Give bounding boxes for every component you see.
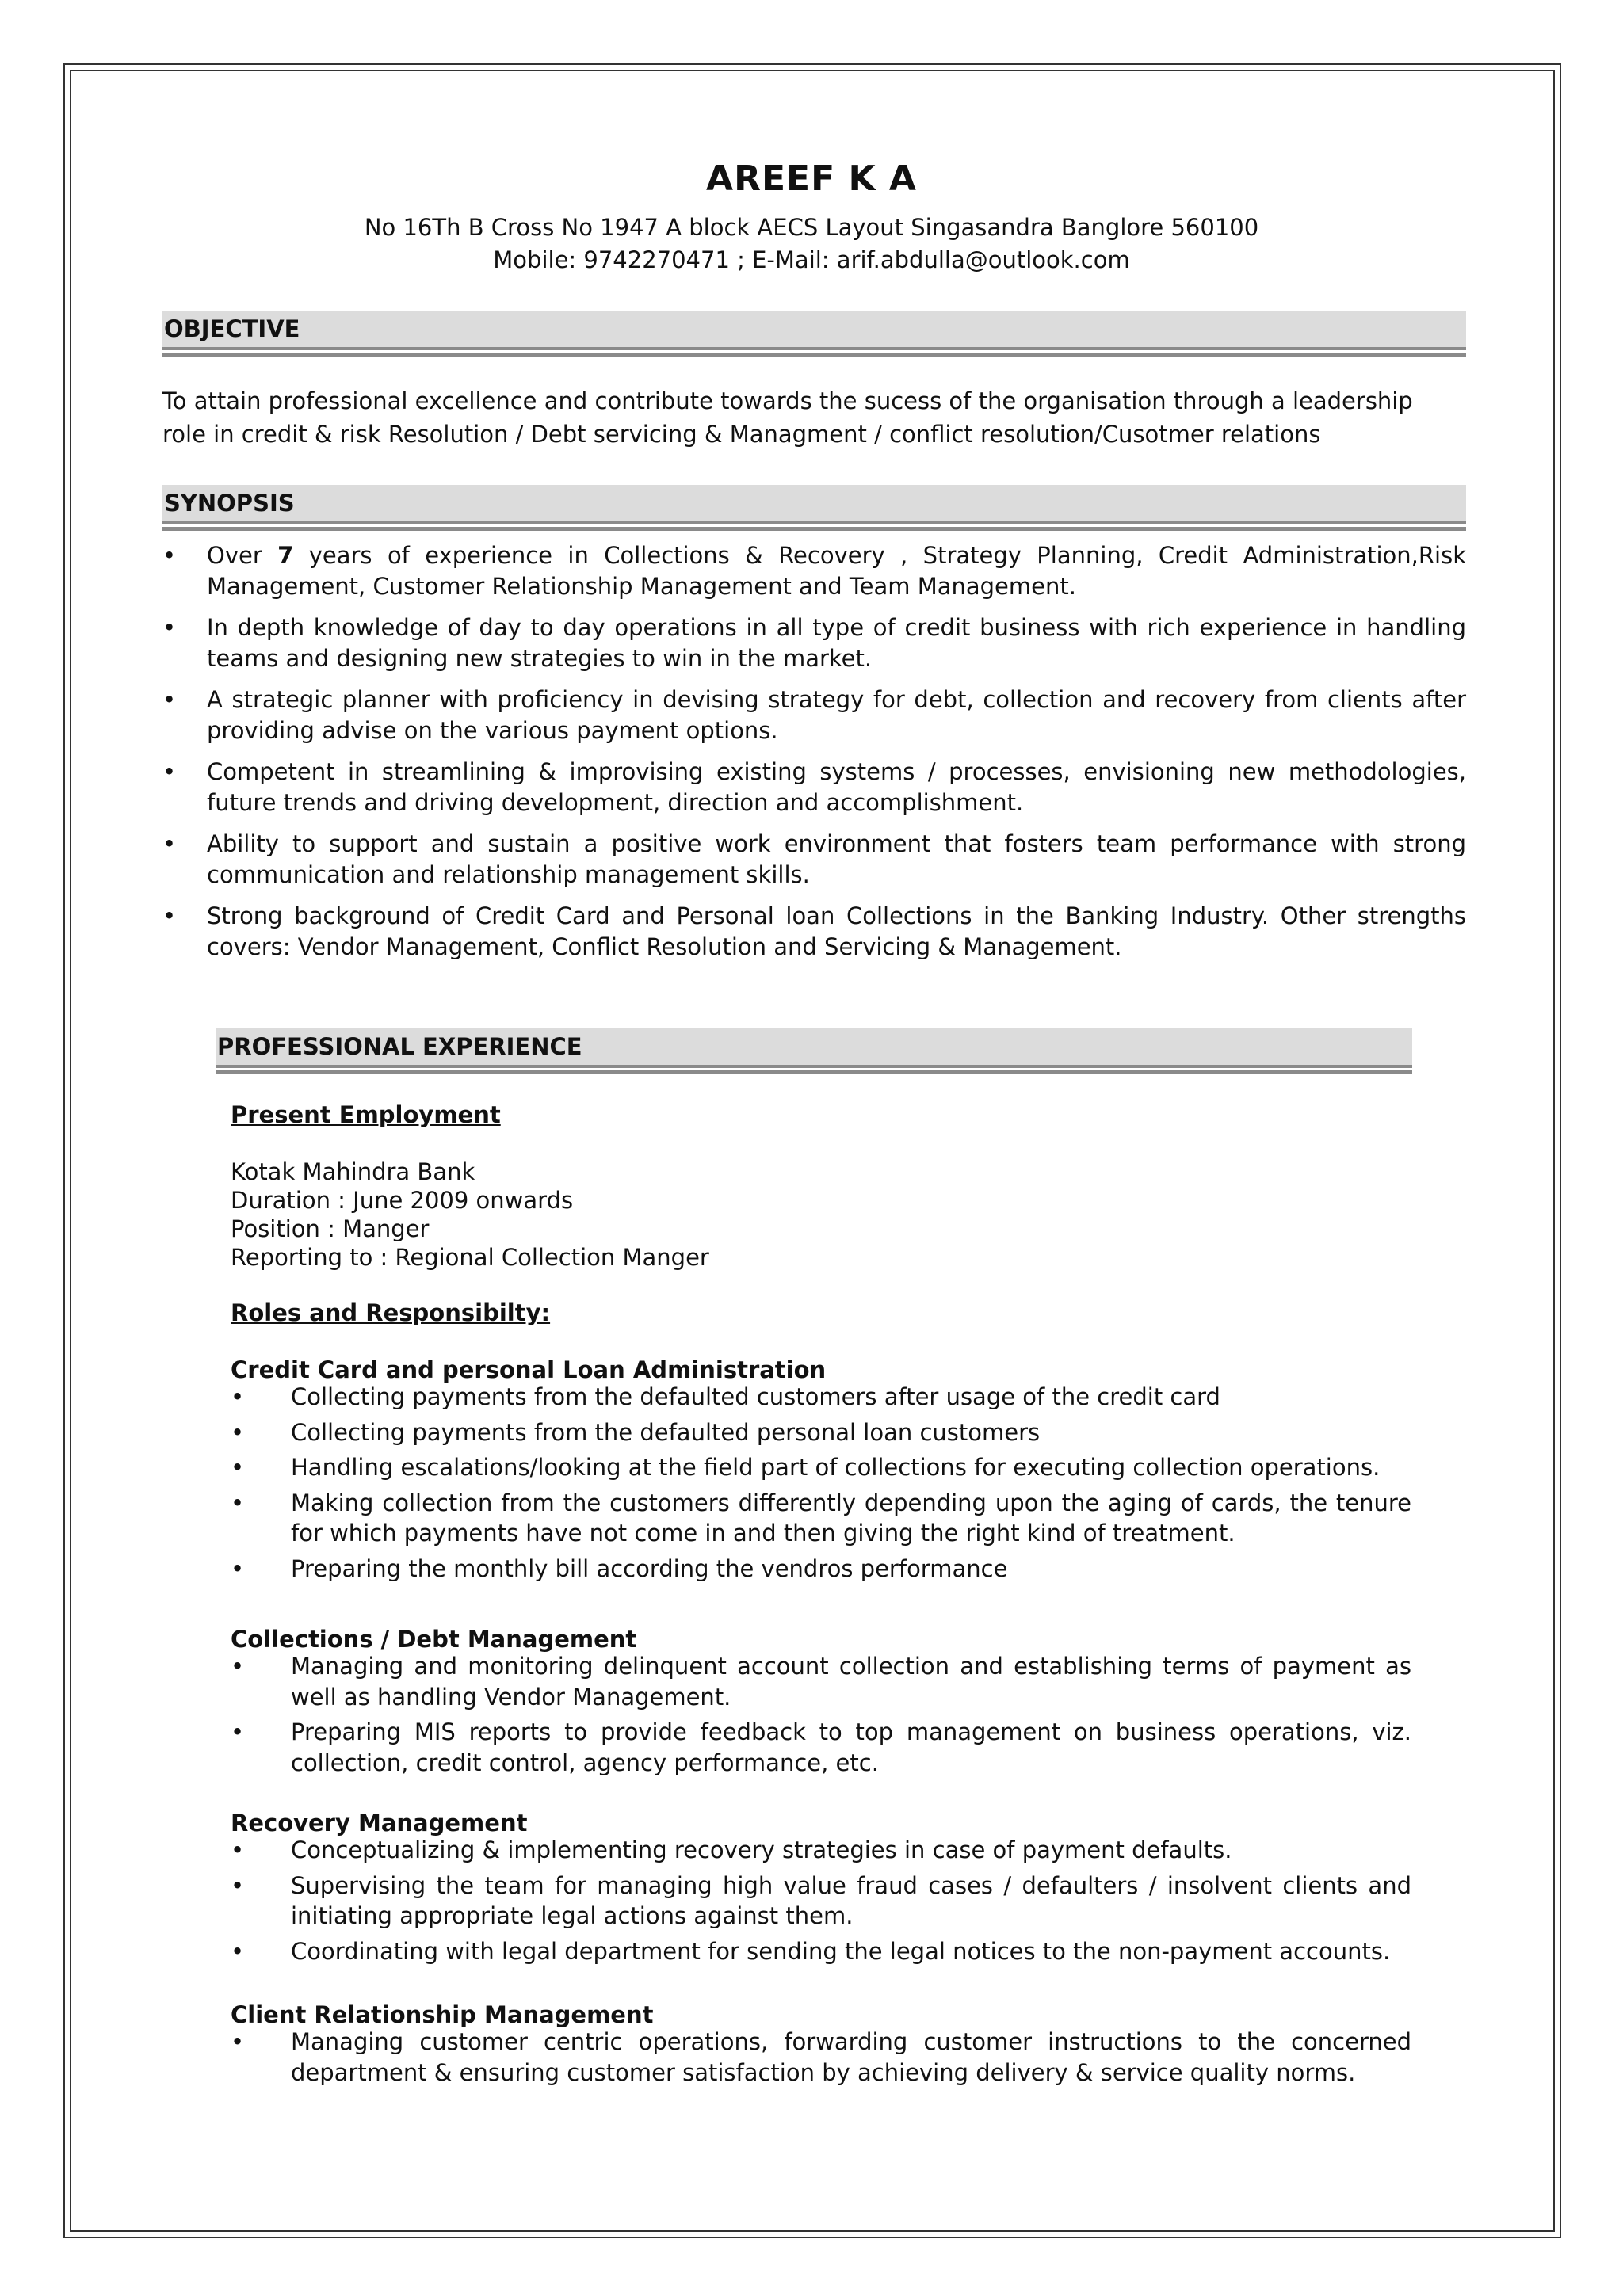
- duty-item: • Preparing MIS reports to provide feedback to top management on business operations, viz. collection, credit control, agency performance, etc.: [231, 1718, 1411, 1776]
- bullet-icon: •: [162, 614, 177, 641]
- objective-line-2: role in credit & risk Resolution / Debt servicing & Managment / conflict resolution/Cusotmer relations: [162, 421, 1321, 448]
- bullet-icon: •: [231, 1454, 245, 1481]
- roles-label: Roles and Responsibilty:: [231, 1299, 551, 1326]
- duty-item: • Conceptualizing & implementing recovery strategies in case of payment defaults.: [231, 1835, 1411, 1866]
- objective-line-1: To attain professional excellence and contribute towards the sucess of the organisation through a leadership: [162, 387, 1413, 414]
- objective-heading: OBJECTIVE: [164, 315, 300, 342]
- present-employment-label: Present Employment: [231, 1101, 501, 1128]
- synopsis-item: • Ability to support and sustain a positive work environment that fosters team performance with strong communication and relationship management skills.: [162, 830, 1466, 888]
- duty-item: • Supervising the team for managing high value fraud cases / defaulters / insolvent clients and initiating appropriate legal actions against them.: [231, 1871, 1411, 1929]
- synopsis-item: • Competent in streamlining & improvising existing systems / processes, envisioning new methodologies, future trends and driving development, direction and accomplishment.: [162, 758, 1466, 816]
- synopsis-list: [162, 540, 1466, 973]
- bullet-icon: •: [231, 1653, 245, 1680]
- bullet-icon: •: [231, 1718, 245, 1745]
- collections-duties: [231, 1651, 1411, 1783]
- bullet-icon: •: [231, 1383, 245, 1410]
- bullet-icon: •: [231, 1937, 245, 1965]
- duty-item: • Managing customer centric operations, forwarding customer instructions to the concerned department & ensuring customer satisfaction by achieving delivery & service quality norms.: [231, 2028, 1411, 2086]
- objective-text: [162, 384, 1478, 451]
- bullet-icon: •: [162, 902, 177, 929]
- bullet-icon: •: [162, 830, 177, 857]
- contact-line: Mobile: 9742270471 ; E-Mail: arif.abdulla@outlook.com: [493, 246, 1130, 273]
- group-title-recovery: Recovery Management: [231, 1810, 528, 1836]
- synopsis-heading: SYNOPSIS: [164, 490, 295, 517]
- duty-item: • Handling escalations/looking at the field part of collections for executing collection operations.: [231, 1452, 1411, 1483]
- bullet-icon: •: [231, 2028, 245, 2055]
- duty-item: • Coordinating with legal department for sending the legal notices to the non-payment accounts.: [231, 1936, 1411, 1967]
- group-title-collections: Collections / Debt Management: [231, 1626, 637, 1653]
- synopsis-heading-bar: [162, 485, 1466, 524]
- bullet-icon: •: [231, 1836, 245, 1863]
- bullet-icon: •: [231, 1489, 245, 1516]
- synopsis-item: • Over 7 years of experience in Collections & Recovery , Strategy Planning, Credit Administration,Risk Management, Customer Relationship Management and Team Management.: [162, 542, 1466, 600]
- bullet-icon: •: [162, 686, 177, 713]
- address-line: No 16Th B Cross No 1947 A block AECS Layout Singasandra Banglore 560100: [364, 214, 1259, 241]
- experience-heading-bar: [216, 1028, 1412, 1068]
- position-line: Position : Manger: [231, 1215, 430, 1242]
- company-name: Kotak Mahindra Bank: [231, 1158, 475, 1185]
- group-title-credit-card: Credit Card and personal Loan Administration: [231, 1356, 827, 1383]
- bullet-icon: •: [231, 1871, 245, 1899]
- client-relationship-duties: [231, 2027, 1411, 2092]
- duty-item: • Preparing the monthly bill according the vendros performance: [231, 1554, 1411, 1585]
- synopsis-item: • In depth knowledge of day to day operations in all type of credit business with rich experience in handling teams and designing new strategies to win in the market.: [162, 614, 1466, 672]
- bullet-icon: •: [231, 1418, 245, 1446]
- group-title-client-relationship: Client Relationship Management: [231, 2001, 654, 2028]
- bullet-icon: •: [231, 1554, 245, 1582]
- duty-item: • Collecting payments from the defaulted personal loan customers: [231, 1417, 1411, 1448]
- candidate-name: AREEF K A: [706, 158, 917, 199]
- synopsis-item: • Strong background of Credit Card and Personal loan Collections in the Banking Industry. Other strengths covers: Vendor Management, Conflict Resolution and Servicing & Management.: [162, 902, 1466, 960]
- duty-item: • Managing and monitoring delinquent account collection and establishing terms of payment as well as handling Vendor Management.: [231, 1653, 1411, 1711]
- objective-heading-bar: [162, 311, 1466, 350]
- years-count: 7: [277, 542, 294, 569]
- duration-line: Duration : June 2009 onwards: [231, 1187, 574, 1214]
- duty-item: • Collecting payments from the defaulted customers after usage of the credit card: [231, 1382, 1411, 1413]
- bullet-icon: •: [162, 542, 177, 569]
- reporting-line: Reporting to : Regional Collection Manger: [231, 1244, 709, 1271]
- synopsis-item: • A strategic planner with proficiency in devising strategy for debt, collection and recovery from clients after providing advise on the various payment options.: [162, 686, 1466, 744]
- duty-item: • Making collection from the customers differently depending upon the aging of cards, the tenure for which payments have not come in and then giving the right kind of treatment.: [231, 1489, 1411, 1547]
- bullet-icon: •: [162, 758, 177, 785]
- credit-card-duties: [231, 1382, 1411, 1589]
- recovery-duties: [231, 1835, 1411, 1971]
- experience-heading: PROFESSIONAL EXPERIENCE: [217, 1033, 582, 1060]
